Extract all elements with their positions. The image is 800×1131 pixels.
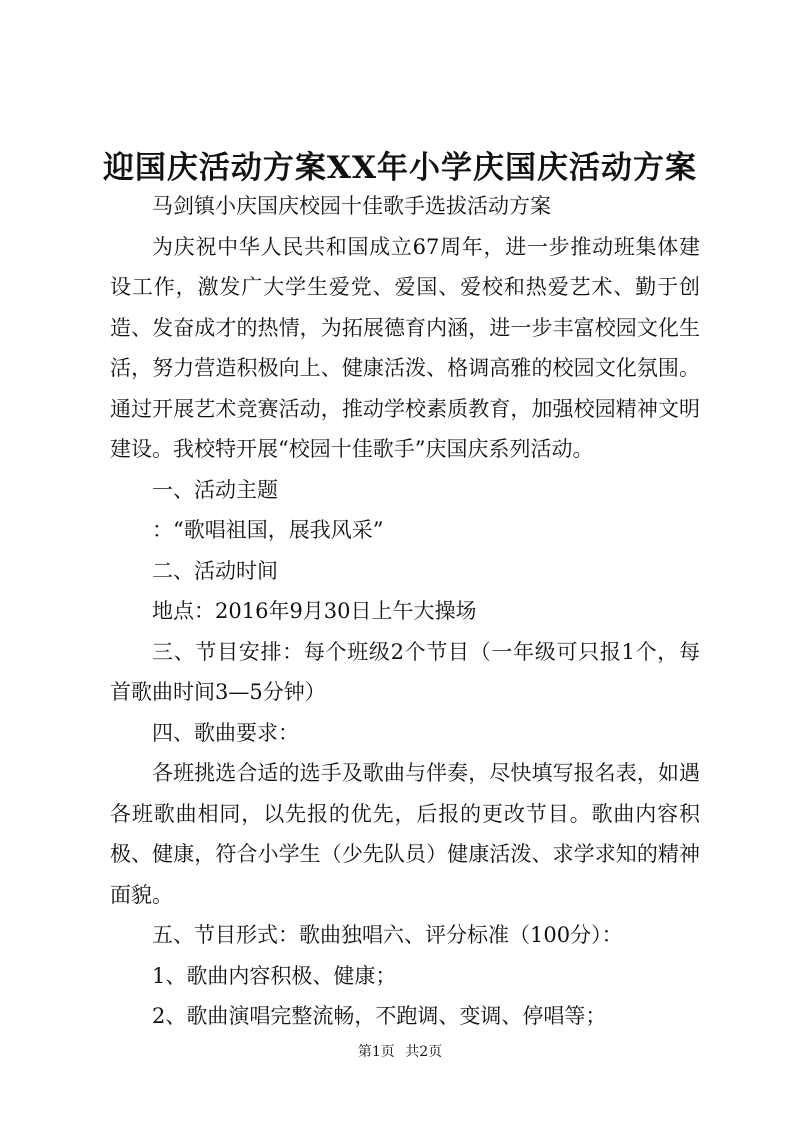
paragraph-song-requirements: 各班挑选合适的选手及歌曲与伴奏，尽快填写报名表，如遇各班歌曲相同，以先报的优先，后报的更改节目。歌曲内容积极、健康，符合小学生（少先队员）健康活泼、求学求知的精神面貌。 (110, 761, 700, 907)
list-item-criterion-2: 2、歌曲演唱完整流畅，不跑调、变调、停唱等； (152, 1004, 607, 1028)
paragraph-intro: 为庆祝中华人民共和国成立67周年，进一步推动班集体建设工作，激发广大学生爱党、爱国、爱校和热爱艺术、勤于创造、发奋成才的热情，为拓展德育内涵，进一步丰富校园文化生活，努力营造积极向上、健康活泼、格调高雅的校园文化氛围。通过开展艺术竞赛活动，推动学校素质教育，加强校园精神文明建设。我校特开展“校园十佳歌手”庆国庆系列活动。 (110, 234, 700, 461)
section-program-arrangement: 三、节目安排：每个班级2个节目（一年级可只报1个，每首歌曲时间3—5分钟） (110, 639, 700, 704)
section-heading-time: 二、活动时间 (152, 558, 278, 583)
paragraph-subtitle: 马剑镇小庆国庆校园十佳歌手选拔活动方案 (152, 194, 551, 218)
page-total: 共2页 (405, 1044, 443, 1060)
section-heading-song-requirements: 四、歌曲要求： (152, 720, 299, 745)
section-heading-theme: 一、活动主题 (152, 477, 278, 502)
document-title: 迎国庆活动方案XX年小学庆国庆活动方案 (102, 150, 698, 186)
document-body (110, 186, 700, 1037)
paragraph-theme: ：“歌唱祖国，展我风采” (152, 518, 384, 542)
page-number: 第1页 (357, 1044, 395, 1060)
page-footer (0, 1041, 800, 1061)
list-item-criterion-1: 1、歌曲内容积极、健康； (152, 963, 397, 988)
paragraph-time-location: 地点：2016年9月30日上午大操场 (152, 599, 477, 623)
section-program-form: 五、节目形式：歌曲独唱六、评分标准（100分）： (152, 923, 623, 947)
